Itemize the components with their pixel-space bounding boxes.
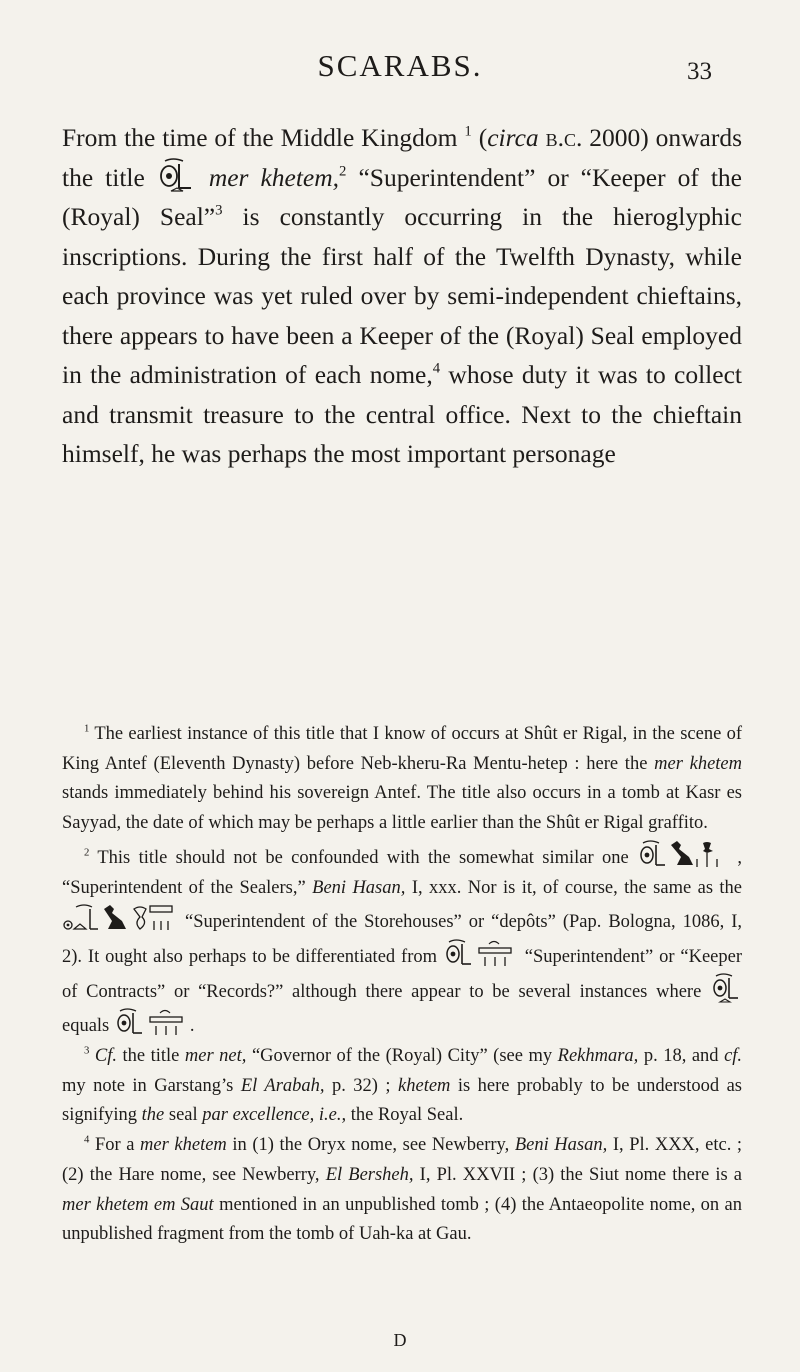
footnote-number: 3 xyxy=(84,1044,90,1057)
text-run: From the time of the Middle Kingdom xyxy=(62,123,458,152)
text-run: seal xyxy=(168,1105,198,1126)
text-run: the title xyxy=(122,1046,180,1067)
text-run: in (1) the Oryx nome, see Newberry, xyxy=(232,1135,510,1156)
text-run: “Governor of the (Royal) City” (see my xyxy=(251,1046,553,1067)
text-run: is constantly occurring in the hieroglyphic inscriptions. During the first half of the Twelfth Dynasty, while each province was yet ruled over by semi-independent chieftains, there appears to have been a Keeper of the (Royal) Seal employed in the administration of each nome, xyxy=(62,202,742,389)
footnote-4 xyxy=(62,1131,742,1250)
title-term: mer khetem, xyxy=(208,162,340,192)
era-abbrev: b.c. xyxy=(545,123,583,152)
page-header xyxy=(0,48,800,88)
text-run: p. 32) ; xyxy=(331,1075,391,1096)
footnote-1 xyxy=(62,720,742,839)
emphasis: the xyxy=(141,1105,165,1126)
sealers-hieroglyph-icon xyxy=(637,839,729,869)
footnote-ref: 2 xyxy=(339,163,347,180)
footnote-3 xyxy=(62,1042,742,1131)
title-term: khetem xyxy=(398,1075,451,1096)
book-title: El Bersheh, xyxy=(325,1164,414,1185)
text-run: my note in Garstang’s xyxy=(62,1075,234,1096)
text-run: I, Pl. XXVII ; (3) the Siut nome there is a xyxy=(419,1164,743,1185)
seal-hieroglyph-icon xyxy=(157,158,197,192)
emphasis: par excellence, i.e., xyxy=(202,1105,347,1126)
book-title: Beni Hasan, xyxy=(312,877,406,898)
text-run: whose duty it was to collect and transmit treasure to the central office. Next to the chieftain himself, he was perhaps the most important personage xyxy=(62,360,742,468)
book-title: Rekhmara, xyxy=(557,1046,639,1067)
book-title: El Arabah, xyxy=(240,1075,325,1096)
signature-mark: D xyxy=(393,1330,407,1350)
footnote-ref: 4 xyxy=(432,360,441,377)
seal-hieroglyph-icon xyxy=(710,973,742,1003)
footnote-number: 4 xyxy=(84,1133,90,1146)
text-run: The earliest instance of this title that I know of occurs at Shût er Rigal, in the scene of King Antef (Eleventh Dynasty) before Neb-kheru-Ra Mentu-hetep : here the xyxy=(62,724,742,774)
text-run: “Superintendent” or “Keeper of the (Royal) Seal” xyxy=(62,162,743,231)
title-term: mer net, xyxy=(184,1046,247,1067)
text-run: “Superintendent” or “Keeper of Contracts” or “Records?” although there appear to be several instances where xyxy=(62,946,743,1002)
text-run: p. 18, and xyxy=(643,1046,719,1067)
main-paragraph xyxy=(62,118,742,474)
text-run: stands immediately behind his sovereign Antef. The title also occurs in a tomb at Kasr es Sayyad, the date of which may be perhaps a little earlier than the Shût er Rigal graffito. xyxy=(62,783,742,834)
footnote-ref: 3 xyxy=(215,202,223,219)
footnote-ref: 1 xyxy=(464,123,472,140)
text-run: the Royal Seal. xyxy=(350,1105,464,1126)
text-run: mentioned in an unpublished tomb ; (4) the Antaeopolite nome, on an unpublished fragment from the tomb of Uah-ka at Gau. xyxy=(62,1194,742,1245)
text-run: , “Superintendent of the Sealers,” xyxy=(62,847,743,898)
text-run: I, Pl. XXX, etc. ; (2) the Hare nome, see Newberry, xyxy=(62,1135,743,1185)
text-run: I, xxx. Nor is it, of course, the same as the xyxy=(411,877,743,898)
page-number: 33 xyxy=(687,58,712,85)
storehouse-hieroglyph-icon xyxy=(62,903,178,933)
footnotes xyxy=(62,720,742,1250)
text-run: “Superintendent of the Storehouses” or “depôts” (Pap. Bologna, 1086, I, 2). It ought also perhaps to be differentiated from xyxy=(62,912,743,967)
text-run: ( xyxy=(478,123,488,152)
footnote-2 xyxy=(62,839,742,1042)
text-run: equals xyxy=(62,1016,110,1037)
title-term: mer khetem xyxy=(654,753,743,774)
book-title: Beni Hasan, xyxy=(514,1135,608,1156)
text-run: This title should not be confounded with the somewhat similar one xyxy=(97,847,629,868)
abbrev: Cf. xyxy=(94,1046,117,1067)
title-term: mer khetem xyxy=(140,1135,227,1156)
contracts-hieroglyph-icon xyxy=(114,1007,190,1037)
footnote-number: 1 xyxy=(84,722,90,735)
footnote-number: 2 xyxy=(84,846,90,859)
text-run: 2000) onwards the title xyxy=(62,123,743,192)
text-run: For a xyxy=(94,1135,135,1156)
title-term: mer khetem em Saut xyxy=(62,1194,214,1215)
text-run: . xyxy=(189,1016,195,1037)
running-title: SCARABS. xyxy=(317,48,483,83)
text-run: is here probably to be understood as signifying xyxy=(62,1075,742,1126)
circa-term: circa xyxy=(487,123,539,152)
abbrev: cf. xyxy=(724,1046,743,1067)
contracts-hieroglyph-icon xyxy=(443,938,519,968)
